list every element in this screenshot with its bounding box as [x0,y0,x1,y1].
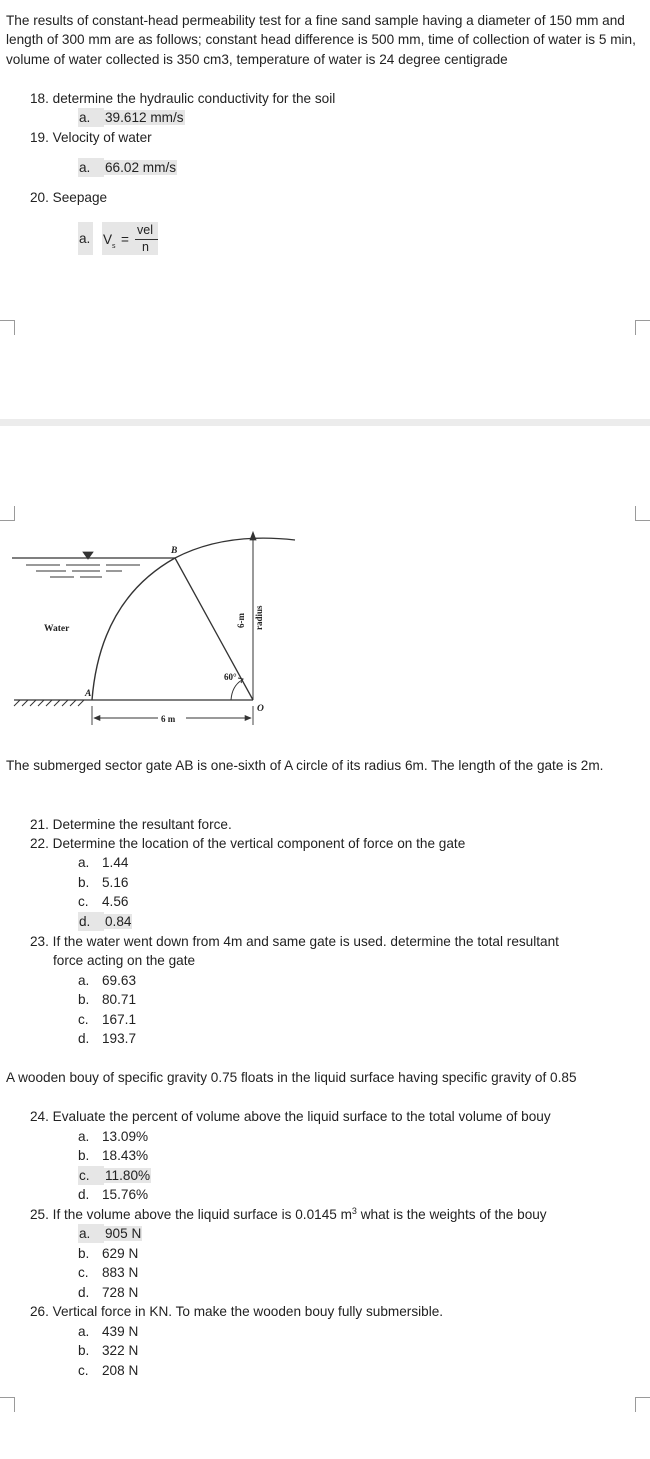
q22-option-d [78,912,132,931]
q25-option-d [78,1283,138,1302]
option-letter: a. [78,855,90,870]
question-21: 21. Determine the resultant force. [30,817,232,832]
question-24: 24. Evaluate the percent of volume above the liquid surface to the total volume of bouy [30,1109,551,1124]
option-value: 208 N [102,1363,139,1378]
option-value: 629 N [102,1246,139,1261]
option-value: 80.71 [102,992,137,1007]
option-letter: a. [78,1129,90,1144]
option-value: 4.56 [102,894,129,909]
option-letter: a. [78,108,104,127]
option-letter: c. [78,894,89,909]
q19-option-a [78,158,177,177]
page-corner-mark [635,506,650,521]
option-value: 5.16 [102,875,129,890]
outer-arc [175,538,295,558]
q23-option-c [78,1010,136,1029]
label-b: B [171,546,178,556]
option-letter: b. [78,992,90,1007]
question-25-post: what is the weights of the bouy [356,1207,547,1222]
q22-option-c [78,892,128,911]
option-value: 905 N [105,1226,142,1241]
option-value: 0.84 [105,914,132,929]
page-corner-mark [0,506,15,521]
question-25-sup: 3 [351,1206,357,1216]
question-26: 26. Vertical force in KN. To make the wooden bouy fully submersible. [30,1304,444,1319]
option-letter: a. [78,158,104,177]
q24-option-b [78,1146,148,1165]
option-value: 1.44 [102,855,129,870]
option-letter: d. [78,1285,90,1300]
page-corner-mark [635,1397,650,1412]
problem3-statement: A wooden bouy of specific gravity 0.75 floats in the liquid surface having specific gravity of 0.85 [6,1070,577,1085]
option-value: 11.80% [105,1168,151,1183]
label-water: Water [44,624,70,634]
option-value: 18.43% [102,1148,149,1163]
q25-option-c [78,1263,138,1282]
label-angle: 60° [224,672,237,682]
page-corner-mark [635,320,650,335]
option-letter: c. [78,1166,104,1185]
q25-option-b [78,1244,138,1263]
page-separator [0,419,650,426]
option-letter: d. [78,1031,90,1046]
q23-option-d [78,1029,136,1048]
question-23 [30,932,640,971]
question-25 [30,1205,640,1224]
q18-answer: 39.612 mm/s [105,110,184,125]
label-o: O [257,704,264,714]
label-6m-vertical: 6-m [236,613,246,628]
q26-option-b [78,1341,138,1360]
formula-equals: = [121,232,129,247]
label-radius: radius [254,605,264,630]
question-18: 18. determine the hydraulic conductivity for the soil [30,91,336,106]
option-letter: b. [78,875,90,890]
option-value: 13.09% [102,1129,149,1144]
q23-option-a [78,971,136,990]
question-23-line1: 23. If the water went down from 4m and same gate is used. determine the total resultant [30,934,559,949]
label-a: A [85,689,92,699]
option-value: 728 N [102,1285,139,1300]
option-letter: a. [78,973,90,988]
q18-option-a [78,108,185,127]
problem1-statement: The results of constant-head permeability test for a fine sand sample having a diameter of 150 mm and length of 300 mm are as follows; constant head difference is 500 mm, time of collection of water is 5 min, volume of water collected is 350 cm3, temperature of water is 24 degree centigrade [6,13,636,67]
option-value: 15.76% [102,1187,149,1202]
option-value: 193.7 [102,1031,137,1046]
question-20: 20. Seepage [30,190,108,205]
q22-option-a [78,853,128,872]
gate-arc [92,558,175,700]
q23-option-b [78,990,136,1009]
option-value: 883 N [102,1265,139,1280]
option-letter: c. [78,1012,89,1027]
option-value: 322 N [102,1343,139,1358]
question-23-line2: force acting on the gate [53,953,196,969]
formula-lhs: V [103,232,113,247]
option-letter: a. [78,1224,104,1243]
option-letter: d. [78,1187,90,1202]
question-19: 19. Velocity of water [30,130,152,145]
option-value: 167.1 [102,1012,137,1027]
q22-option-b [78,873,128,892]
problem2-statement: The submerged sector gate AB is one-sixth of A circle of its radius 6m. The length of the gate is 2m. [6,758,604,773]
sector-gate-figure [0,520,650,740]
formula-numerator: vel [137,223,153,237]
label-6m-horizontal: 6 m [161,714,176,724]
option-value: 439 N [102,1324,139,1339]
question-22: 22. Determine the location of the vertical component of force on the gate [30,836,466,851]
q24-option-a [78,1127,148,1146]
question-25-pre: 25. If the volume above the liquid surface is 0.0145 m [30,1207,352,1222]
formula-subscript: s [112,243,116,250]
page-corner-mark [0,1397,15,1412]
q26-option-c [78,1361,138,1380]
option-letter: d. [78,912,104,931]
formula-denominator: n [142,240,149,254]
option-letter: b. [78,1343,90,1358]
q25-option-a [78,1224,142,1243]
page-corner-mark [0,320,15,335]
option-letter: a. [79,231,91,246]
q24-option-c [78,1166,151,1185]
option-value: 69.63 [102,973,137,988]
option-letter: b. [78,1246,90,1261]
option-letter: c. [78,1363,89,1378]
q24-option-d [78,1185,148,1204]
option-letter: b. [78,1148,90,1163]
option-letter: c. [78,1265,89,1280]
option-letter: a. [78,1324,90,1339]
q26-option-a [78,1322,138,1341]
q19-answer: 66.02 mm/s [105,160,177,175]
